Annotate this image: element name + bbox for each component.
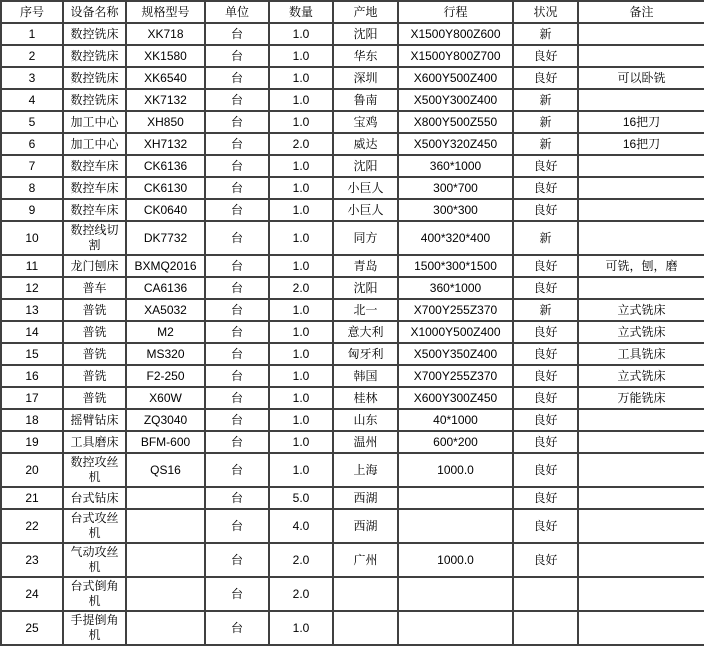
cell: 普铣 [63,343,126,365]
cell: 数控铣床 [63,89,126,111]
column-header: 行程 [398,1,513,23]
cell: 1.0 [269,67,333,89]
cell: ZQ3040 [126,409,205,431]
cell: 立式铣床 [578,321,704,343]
table-row [1,387,704,409]
cell: 普铣 [63,365,126,387]
table-body [1,23,704,645]
cell: 可铣，刨，磨 [578,255,704,277]
cell: X500Y350Z400 [398,343,513,365]
cell: M2 [126,321,205,343]
table-row [1,155,704,177]
cell: 北一 [333,299,398,321]
cell: 360*1000 [398,155,513,177]
cell: 加工中心 [63,111,126,133]
cell [578,611,704,645]
cell: 台 [205,409,269,431]
table-row [1,543,704,577]
cell: 4.0 [269,509,333,543]
cell: 台 [205,155,269,177]
table-row [1,67,704,89]
cell: 台 [205,177,269,199]
cell: 普铣 [63,299,126,321]
cell: 摇臂钻床 [63,409,126,431]
cell: CA6136 [126,277,205,299]
cell: 2.0 [269,577,333,611]
cell: 广州 [333,543,398,577]
cell: 威达 [333,133,398,155]
cell: 台式钻床 [63,487,126,509]
cell: 台 [205,577,269,611]
cell: 1.0 [269,111,333,133]
cell: 良好 [513,365,578,387]
cell: 1.0 [269,431,333,453]
cell [513,577,578,611]
cell: 新 [513,221,578,255]
cell: 良好 [513,343,578,365]
cell: 台 [205,221,269,255]
cell: 台 [205,199,269,221]
cell: 良好 [513,155,578,177]
cell [126,577,205,611]
table-row [1,199,704,221]
cell: XA5032 [126,299,205,321]
cell: 台式攻丝机 [63,509,126,543]
cell: 台 [205,67,269,89]
cell: 良好 [513,255,578,277]
table-row [1,277,704,299]
cell: CK6136 [126,155,205,177]
cell: 沈阳 [333,277,398,299]
cell [578,543,704,577]
cell: 14 [1,321,63,343]
cell: XK6540 [126,67,205,89]
cell [578,221,704,255]
cell [578,277,704,299]
table-row [1,89,704,111]
cell: 1.0 [269,177,333,199]
cell: 鲁南 [333,89,398,111]
cell: 1.0 [269,199,333,221]
table-row [1,611,704,645]
cell: 16把刀 [578,133,704,155]
cell: 6 [1,133,63,155]
cell: 23 [1,543,63,577]
cell: 同方 [333,221,398,255]
cell [578,431,704,453]
cell [578,199,704,221]
cell: 11 [1,255,63,277]
cell: 1.0 [269,23,333,45]
cell: 上海 [333,453,398,487]
cell: 良好 [513,277,578,299]
cell: 工具磨床 [63,431,126,453]
cell: 2.0 [269,543,333,577]
column-header: 产地 [333,1,398,23]
cell: BFM-600 [126,431,205,453]
cell: 匈牙利 [333,343,398,365]
cell: X500Y320Z450 [398,133,513,155]
cell [578,453,704,487]
cell: 台 [205,111,269,133]
cell: XK7132 [126,89,205,111]
cell: 台 [205,509,269,543]
cell [126,543,205,577]
cell: 良好 [513,509,578,543]
column-header: 设备名称 [63,1,126,23]
cell: 13 [1,299,63,321]
cell: 台 [205,45,269,67]
cell: 5 [1,111,63,133]
cell: 台 [205,611,269,645]
column-header: 序号 [1,1,63,23]
cell: 25 [1,611,63,645]
table-row [1,431,704,453]
cell: 西湖 [333,487,398,509]
cell: 400*320*400 [398,221,513,255]
cell: 1 [1,23,63,45]
cell: 深圳 [333,67,398,89]
cell: 22 [1,509,63,543]
table-row [1,365,704,387]
cell [398,487,513,509]
cell: 1.0 [269,365,333,387]
cell: X1000Y500Z400 [398,321,513,343]
cell: 台 [205,343,269,365]
cell [578,577,704,611]
cell: BXMQ2016 [126,255,205,277]
cell: 台 [205,89,269,111]
cell: 良好 [513,321,578,343]
cell: 台 [205,487,269,509]
column-header: 状况 [513,1,578,23]
cell: 桂林 [333,387,398,409]
cell: 数控车床 [63,177,126,199]
cell: 山东 [333,409,398,431]
table-row [1,177,704,199]
column-header: 单位 [205,1,269,23]
cell: 良好 [513,177,578,199]
cell [578,45,704,67]
cell [126,611,205,645]
cell: 小巨人 [333,177,398,199]
header-row [1,1,704,23]
table-row [1,221,704,255]
cell: 立式铣床 [578,365,704,387]
cell [398,509,513,543]
cell: CK0640 [126,199,205,221]
cell: 16 [1,365,63,387]
table-row [1,343,704,365]
cell: 良好 [513,387,578,409]
table-row [1,23,704,45]
cell: 加工中心 [63,133,126,155]
cell: 1.0 [269,45,333,67]
cell: 1.0 [269,343,333,365]
table-row [1,453,704,487]
cell: 20 [1,453,63,487]
cell: 意大利 [333,321,398,343]
cell: 普铣 [63,321,126,343]
cell: XH7132 [126,133,205,155]
cell: 台式倒角机 [63,577,126,611]
cell: 17 [1,387,63,409]
cell: 300*300 [398,199,513,221]
cell: 西湖 [333,509,398,543]
cell: 新 [513,299,578,321]
cell: 良好 [513,199,578,221]
cell: 台 [205,387,269,409]
cell: 数控车床 [63,155,126,177]
cell [578,155,704,177]
cell: 台 [205,277,269,299]
cell: 1.0 [269,387,333,409]
cell: DK7732 [126,221,205,255]
table-row [1,509,704,543]
cell [126,487,205,509]
cell: 数控铣床 [63,45,126,67]
cell: QS16 [126,453,205,487]
cell [398,611,513,645]
cell: 台 [205,23,269,45]
table-row [1,45,704,67]
cell [578,23,704,45]
cell [333,577,398,611]
cell [126,509,205,543]
table-row [1,133,704,155]
cell: 16把刀 [578,111,704,133]
cell: 360*1000 [398,277,513,299]
cell: 宝鸡 [333,111,398,133]
cell: 7 [1,155,63,177]
cell [578,487,704,509]
cell: 1.0 [269,299,333,321]
cell: 可以卧铣 [578,67,704,89]
cell: X1500Y800Z600 [398,23,513,45]
cell: 华东 [333,45,398,67]
cell: 1.0 [269,255,333,277]
table-row [1,111,704,133]
cell: 良好 [513,409,578,431]
cell: 韩国 [333,365,398,387]
cell: 8 [1,177,63,199]
cell: 良好 [513,45,578,67]
cell: 台 [205,321,269,343]
cell: 5.0 [269,487,333,509]
cell: 300*700 [398,177,513,199]
cell: X700Y255Z370 [398,299,513,321]
cell: 1.0 [269,611,333,645]
cell: 新 [513,23,578,45]
cell: 19 [1,431,63,453]
cell [578,409,704,431]
cell: MS320 [126,343,205,365]
cell: 2.0 [269,133,333,155]
table-row [1,299,704,321]
cell: 1.0 [269,221,333,255]
cell: 3 [1,67,63,89]
cell: 15 [1,343,63,365]
cell: 2.0 [269,277,333,299]
cell: 台 [205,299,269,321]
cell: 1.0 [269,321,333,343]
cell: 良好 [513,431,578,453]
cell [578,177,704,199]
cell: X500Y300Z400 [398,89,513,111]
cell: XK1580 [126,45,205,67]
cell: X1500Y800Z700 [398,45,513,67]
cell: 温州 [333,431,398,453]
cell: XH850 [126,111,205,133]
cell [513,611,578,645]
cell: 40*1000 [398,409,513,431]
cell: 9 [1,199,63,221]
cell: 工具铣床 [578,343,704,365]
cell: 良好 [513,487,578,509]
cell: X800Y500Z550 [398,111,513,133]
cell: 数控攻丝机 [63,453,126,487]
cell: 良好 [513,67,578,89]
table-row [1,409,704,431]
cell [333,611,398,645]
table-row [1,321,704,343]
cell: 立式铣床 [578,299,704,321]
cell: X600Y500Z400 [398,67,513,89]
table-row [1,255,704,277]
cell: 龙门刨床 [63,255,126,277]
cell: 万能铣床 [578,387,704,409]
cell: 21 [1,487,63,509]
column-header: 备注 [578,1,704,23]
cell [578,509,704,543]
cell: 台 [205,453,269,487]
cell: 1.0 [269,453,333,487]
cell: 1.0 [269,155,333,177]
table-row [1,487,704,509]
cell: 良好 [513,453,578,487]
cell: CK6130 [126,177,205,199]
cell: 良好 [513,543,578,577]
cell: XK718 [126,23,205,45]
cell: 台 [205,431,269,453]
column-header: 数量 [269,1,333,23]
cell: 小巨人 [333,199,398,221]
cell: 台 [205,543,269,577]
cell: 600*200 [398,431,513,453]
cell: X60W [126,387,205,409]
cell: 气动攻丝机 [63,543,126,577]
cell: 数控线切割 [63,221,126,255]
cell: 台 [205,365,269,387]
cell: X600Y300Z450 [398,387,513,409]
cell: 新 [513,89,578,111]
cell: 普车 [63,277,126,299]
cell: 10 [1,221,63,255]
column-header: 规格型号 [126,1,205,23]
cell: 台 [205,255,269,277]
cell: 新 [513,133,578,155]
cell: 新 [513,111,578,133]
cell: 沈阳 [333,23,398,45]
cell: 1500*300*1500 [398,255,513,277]
cell: 手提倒角机 [63,611,126,645]
cell: 数控铣床 [63,67,126,89]
table-row [1,577,704,611]
cell: X700Y255Z370 [398,365,513,387]
cell: 1000.0 [398,543,513,577]
cell [398,577,513,611]
cell: 1000.0 [398,453,513,487]
cell: 普铣 [63,387,126,409]
cell: 青岛 [333,255,398,277]
cell: 1.0 [269,89,333,111]
cell: 12 [1,277,63,299]
cell: 18 [1,409,63,431]
cell: 台 [205,133,269,155]
cell: 24 [1,577,63,611]
cell: 4 [1,89,63,111]
cell: 数控铣床 [63,23,126,45]
cell: F2-250 [126,365,205,387]
cell [578,89,704,111]
cell: 数控车床 [63,199,126,221]
cell: 2 [1,45,63,67]
cell: 1.0 [269,409,333,431]
cell: 沈阳 [333,155,398,177]
